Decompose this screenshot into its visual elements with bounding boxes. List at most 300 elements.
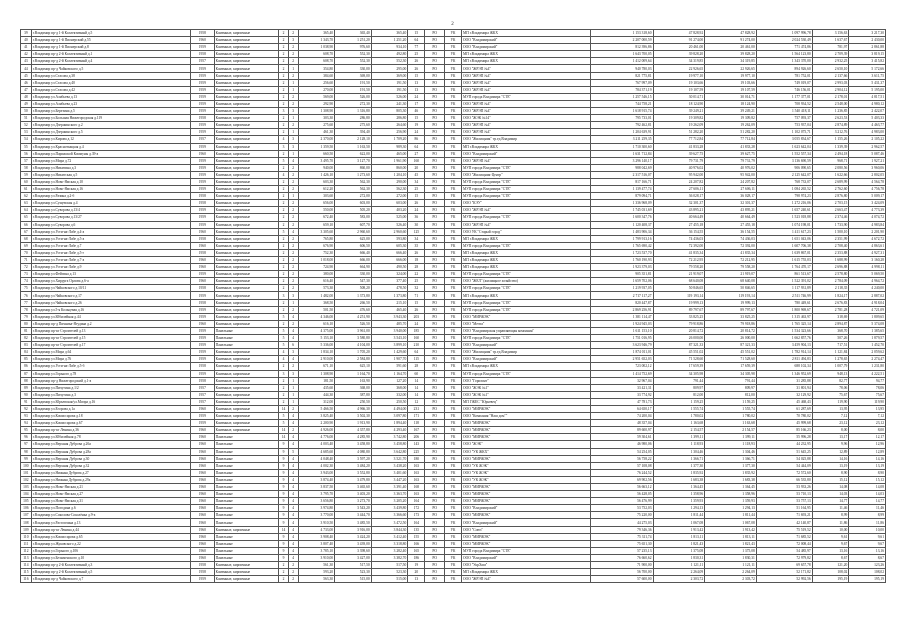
year-cell: 1959 <box>190 129 214 136</box>
owner-cost-cell: 71 685,52 <box>756 533 812 540</box>
table-row <box>21 342 886 349</box>
total-cost-cell: 1 874 011,01 <box>591 349 653 356</box>
row-number: 82 <box>21 335 32 342</box>
limit-cost-cell: 4 980,12 <box>849 100 886 107</box>
fund-cost-cell: 27 455,18 <box>653 221 705 228</box>
wall-material-cell: Каменные, кирпичные <box>214 207 279 214</box>
row-number: 50 <box>21 108 32 115</box>
fund-type-cell: РО <box>425 122 444 129</box>
residential-area-cell: 478,50 <box>371 285 408 292</box>
residential-area-cell: 485,70 <box>371 320 408 327</box>
wall-material-cell: Каменные, кирпичные <box>214 150 279 157</box>
unit-cost-cell: 1 637,67 <box>812 37 849 44</box>
floors-cell: 2 <box>279 100 289 107</box>
total-cost-cell: 74 200,04 <box>591 413 653 420</box>
row-number: 115 <box>21 569 32 576</box>
wall-material-cell: Каменные, кирпичные <box>214 264 279 271</box>
organization-cell: ООО "Жилищник-Центр" <box>462 171 591 178</box>
owner-cost-cell: 32 129,92 <box>756 391 812 398</box>
total-cost-cell: 1 923 379,03 <box>591 264 653 271</box>
entrances-cell: 2 <box>288 100 298 107</box>
organization-cell: ООО "Мечта" <box>462 320 591 327</box>
limit-cost-cell: 8,99 <box>849 512 886 519</box>
living-area-cell: 2 960,60 <box>335 228 372 235</box>
residential-area-cell: 492,80 <box>371 51 408 58</box>
fund-cost-cell: 72 212,95 <box>653 257 705 264</box>
management-type-cell: УК <box>444 327 461 334</box>
organization-cell: ООО "МИРЖЭК" <box>462 533 591 540</box>
unit-cost-cell: 1 007,79 <box>812 363 849 370</box>
owner-cost-cell: 45 999,68 <box>756 420 812 427</box>
row-number: 53 <box>21 129 32 136</box>
entrances-cell: 1 <box>288 79 298 86</box>
floors-cell: 2 <box>279 391 289 398</box>
owner-cost-cell: 51 645,25 <box>756 448 812 455</box>
total-cost-cell: 812 396,86 <box>591 44 653 51</box>
total-cost-cell: 988 042,69 <box>591 164 653 171</box>
entrances-cell: 3 <box>288 349 298 356</box>
entrances-cell: 4 <box>288 313 298 320</box>
unit-cost-cell: 13,17 <box>812 434 849 441</box>
floors-cell: 2 <box>279 86 289 93</box>
owner-cost-cell: 1 764 470,17 <box>756 264 812 271</box>
fund-cost-cell: 17 659,39 <box>653 363 705 370</box>
year-cell: 1958 <box>190 562 214 569</box>
floors-cell: 3 <box>279 143 289 150</box>
table-row <box>21 427 886 434</box>
fund-cost-cell: 91 274,00 <box>653 37 705 44</box>
residents-cell: 166 <box>408 540 425 547</box>
address-cell: г.Владимир ул.Усти-на-Лабе д.4-а <box>31 228 190 235</box>
owner-cost-cell: 780 449,61 <box>756 299 812 306</box>
row-number: 52 <box>21 122 32 129</box>
organization-cell: МП г.Владимира ЖКХ <box>462 257 591 264</box>
year-cell: 1959 <box>190 335 214 342</box>
residential-area-cell: 523,30 <box>371 569 408 576</box>
row-number: 72 <box>21 264 32 271</box>
year-cell: 1960 <box>190 540 214 547</box>
management-type-cell: УК <box>444 214 461 221</box>
address-cell: г.Владимир ул.Ново-Ямская д.16 <box>31 186 190 193</box>
living-area-cell: 3 484,20 <box>335 462 372 469</box>
address-cell: г.Владимир ул.Мира д.76 <box>31 356 190 363</box>
management-type-cell: УК <box>444 427 461 434</box>
limit-cost-cell: 5 087,46 <box>849 150 886 157</box>
entrances-cell: 1 <box>288 398 298 405</box>
living-area-cell: 666,40 <box>335 249 372 256</box>
table-row <box>21 313 886 320</box>
row-number: 77 <box>21 299 32 306</box>
entrances-cell: 4 <box>288 441 298 448</box>
table-row <box>21 476 886 483</box>
management-type-cell: УК <box>444 448 461 455</box>
living-area-cell: 505,20 <box>335 207 372 214</box>
entrances-cell: 2 <box>288 306 298 313</box>
living-area-cell: 562,30 <box>335 178 372 185</box>
unit-cost-cell: 2 904,12 <box>812 86 849 93</box>
subsidy-cost-cell: 19 977,10 <box>705 72 757 79</box>
residential-area-cell: 465,40 <box>371 306 408 313</box>
fund-type-cell: РО <box>425 228 444 235</box>
unit-cost-cell: 2 894,87 <box>812 320 849 327</box>
owner-cost-cell: 1 782 914,14 <box>756 349 812 356</box>
address-cell: г.Владимир пр-д Чайковского д.5 <box>31 65 190 72</box>
owner-cost-cell: 1 534 323,66 <box>756 327 812 334</box>
subsidy-cost-cell: 74 436,03 <box>705 235 757 242</box>
residents-cell: 163 <box>408 469 425 476</box>
subsidy-cost-cell: 87 321,33 <box>705 342 757 349</box>
address-cell: г.Владимир ул.Сущевская д.4 <box>31 200 190 207</box>
total-area-cell: 3 943,00 <box>298 469 335 476</box>
living-area-cell: 368,00 <box>335 384 372 391</box>
management-type-cell: УК <box>444 519 461 526</box>
total-area-cell: 765,80 <box>298 235 335 242</box>
entrances-cell: 2 <box>288 30 298 37</box>
year-cell: 1960 <box>190 278 214 285</box>
fund-type-cell: РО <box>425 100 444 107</box>
total-area-cell: 4 733,00 <box>298 526 335 533</box>
living-area-cell: 517,50 <box>335 562 372 569</box>
residential-area-cell: 332,00 <box>371 391 408 398</box>
total-cost-cell: 56 428,05 <box>591 491 653 498</box>
floors-cell: 5 <box>279 413 289 420</box>
organization-cell: ООО "ЖРЭП №4" <box>462 207 591 214</box>
management-type-cell: УК <box>444 349 461 356</box>
wall-material-cell: Каменные, кирпичные <box>214 129 279 136</box>
total-area-cell: 659,10 <box>298 221 335 228</box>
fund-type-cell: РО <box>425 540 444 547</box>
management-type-cell: УК <box>444 193 461 200</box>
owner-cost-cell: 1 564 123,80 <box>756 51 812 58</box>
organization-cell: ООО "МИРЖЭК" <box>462 484 591 491</box>
floors-cell: 5 <box>279 327 289 334</box>
organization-cell: ООО УК "Старый город" <box>462 228 591 235</box>
wall-material-cell: Каменные, кирпичные <box>214 405 279 412</box>
wall-material-cell: Каменные, кирпичные <box>214 391 279 398</box>
floors-cell: 3 <box>279 108 289 115</box>
owner-cost-cell: 1 540 418,11 <box>756 108 812 115</box>
owner-cost-cell: 53 757,13 <box>756 498 812 505</box>
entrances-cell: 2 <box>288 249 298 256</box>
row-number: 112 <box>21 547 32 554</box>
wall-material-cell: Каменные, кирпичные <box>214 398 279 405</box>
residential-area-cell: 1 373,80 <box>371 292 408 299</box>
wall-material-cell: Каменные, кирпичные <box>214 44 279 51</box>
unit-cost-cell: 2 137,66 <box>812 72 849 79</box>
management-type-cell: УК <box>444 30 461 37</box>
wall-material-cell: Панельные <box>214 505 279 512</box>
table-row <box>21 299 886 306</box>
residential-area-cell: 3 438,20 <box>371 462 408 469</box>
owner-cost-cell: 1 657 240,61 <box>756 207 812 214</box>
owner-cost-cell: 54 444,09 <box>756 462 812 469</box>
fund-type-cell: РО <box>425 434 444 441</box>
total-cost-cell: 44 275,03 <box>591 519 653 526</box>
residential-area-cell: 562,30 <box>371 186 408 193</box>
limit-cost-cell: 5 374,08 <box>849 320 886 327</box>
row-number: 71 <box>21 257 32 264</box>
residential-area-cell: 1 709,20 <box>371 136 408 143</box>
entrances-cell: 4 <box>288 462 298 469</box>
organization-cell: МУП города Владимира "СТЕ" <box>462 214 591 221</box>
limit-cost-cell: 108,02 <box>849 569 886 576</box>
total-cost-cell: 817 166,71 <box>591 178 653 185</box>
residential-area-cell: 1 429,60 <box>371 349 408 356</box>
year-cell: 1959 <box>190 370 214 377</box>
owner-cost-cell: 72 008,44 <box>756 540 812 547</box>
total-cost-cell: 56 476,99 <box>591 498 653 505</box>
limit-cost-cell: 2 059,62 <box>849 349 886 356</box>
table-row <box>21 30 886 37</box>
floors-cell: 3 <box>279 292 289 299</box>
residential-area-cell: 3 205,20 <box>371 498 408 505</box>
residents-cell: 164 <box>408 519 425 526</box>
floors-cell: 9 <box>279 498 289 505</box>
unit-cost-cell: 368,70 <box>812 327 849 334</box>
address-cell: г.Владимир пр-кт Ленина д.44 <box>31 526 190 533</box>
unit-cost-cell: 2 781,28 <box>812 306 849 313</box>
unit-cost-cell: 2 178,01 <box>812 93 849 100</box>
organization-cell: ООО "МИРЖЭК" <box>462 427 591 434</box>
management-type-cell: УК <box>444 299 461 306</box>
fund-type-cell: РО <box>425 335 444 342</box>
floors-cell: 2 <box>279 207 289 214</box>
fund-cost-cell: 1 683,38 <box>653 476 705 483</box>
wall-material-cell: Каменные, кирпичные <box>214 292 279 299</box>
unit-cost-cell: 2 876,80 <box>812 193 849 200</box>
total-cost-cell: 89 600,97 <box>591 427 653 434</box>
entrances-cell: 2 <box>288 257 298 264</box>
unit-cost-cell: 2 676,83 <box>812 299 849 306</box>
entrances-cell: 2 <box>288 164 298 171</box>
fund-type-cell: РО <box>425 562 444 569</box>
total-cost-cell: 1 799 913,16 <box>591 235 653 242</box>
management-type-cell: УК <box>444 292 461 299</box>
entrances-cell: 2 <box>288 242 298 249</box>
floors-cell: 5 <box>279 420 289 427</box>
unit-cost-cell: 14,08 <box>812 484 849 491</box>
living-area-cell: 1 316,80 <box>335 108 372 115</box>
year-cell: 1959 <box>190 413 214 420</box>
residents-cell: 64 <box>408 143 425 150</box>
limit-cost-cell: 2 861,88 <box>849 44 886 51</box>
residential-area-cell: 3 282,40 <box>371 547 408 554</box>
limit-cost-cell: 14,16 <box>849 455 886 462</box>
living-area-cell: 3 273,70 <box>335 498 372 505</box>
organization-cell: ООО "Владимирский" <box>462 37 591 44</box>
fund-type-cell: РО <box>425 249 444 256</box>
fund-type-cell: РО <box>425 193 444 200</box>
residents-cell: 25 <box>408 278 425 285</box>
year-cell: 1960 <box>190 498 214 505</box>
owner-cost-cell: 3 459 904,13 <box>756 342 812 349</box>
total-cost-cell: 1 381 114,47 <box>591 313 653 320</box>
subsidy-cost-cell: 47 828,92 <box>705 30 757 37</box>
floors-cell: 2 <box>279 271 289 278</box>
total-cost-cell: 2 717 117,27 <box>591 292 653 299</box>
floors-cell: 2 <box>279 264 289 271</box>
subsidy-cost-cell: 39 627,75 <box>705 150 757 157</box>
floors-cell: 14 <box>279 427 289 434</box>
limit-cost-cell: 4 927,31 <box>849 249 886 256</box>
year-cell: 1959 <box>190 65 214 72</box>
entrances-cell: 4 <box>288 157 298 164</box>
living-area-cell: 2 128,10 <box>335 136 372 143</box>
row-number: 54 <box>21 136 32 143</box>
owner-cost-cell: 61 287,69 <box>756 405 812 412</box>
total-cost-cell: 2 317 516,07 <box>591 171 653 178</box>
table-row <box>21 526 886 533</box>
fund-cost-cell: 1 821,43 <box>653 540 705 547</box>
row-number: 99 <box>21 455 32 462</box>
total-cost-cell: 3 296 140,17 <box>591 157 653 164</box>
wall-material-cell: Каменные, кирпичные <box>214 214 279 221</box>
limit-cost-cell: 1 879,57 <box>849 335 886 342</box>
total-area-cell: 3 770,00 <box>298 512 335 519</box>
subsidy-cost-cell: 2 264,09 <box>705 569 757 576</box>
wall-material-cell: Каменные, кирпичные <box>214 271 279 278</box>
limit-cost-cell: 8,67 <box>849 554 886 561</box>
living-area-cell: 860,00 <box>335 164 372 171</box>
subsidy-cost-cell: 26 000,00 <box>705 335 757 342</box>
total-cost-cell: 905 351,81 <box>591 271 653 278</box>
management-type-cell: УК <box>444 285 461 292</box>
year-cell: 1960 <box>190 257 214 264</box>
residential-area-cell: 3 543,10 <box>371 335 408 342</box>
living-area-cell: 286,80 <box>335 115 372 122</box>
residents-cell: 26 <box>408 58 425 65</box>
wall-material-cell: Каменные, кирпичные <box>214 108 279 115</box>
residential-area-cell: 368,00 <box>371 384 408 391</box>
fund-cost-cell: 1 067,08 <box>653 519 705 526</box>
row-number: 86 <box>21 363 32 370</box>
floors-cell: 2 <box>279 576 289 583</box>
living-area-cell: 603,00 <box>335 200 372 207</box>
organization-cell: МУП города Владимира "СТЕ" <box>462 547 591 554</box>
living-area-cell: 523,30 <box>335 569 372 576</box>
limit-cost-cell: 1 385,65 <box>849 327 886 334</box>
fund-cost-cell: 21 919,07 <box>653 271 705 278</box>
table-row <box>21 562 886 569</box>
floors-cell: 2 <box>279 320 289 327</box>
residents-cell: 180 <box>408 455 425 462</box>
subsidy-cost-cell: 41 835,34 <box>705 249 757 256</box>
year-cell: 1960 <box>190 533 214 540</box>
organization-cell: ООО "УкрХим" <box>462 562 591 569</box>
residential-area-cell: 286,80 <box>371 115 408 122</box>
fund-type-cell: РО <box>425 65 444 72</box>
limit-cost-cell: 5 172,66 <box>849 65 886 72</box>
address-cell: г.Владимир ул.Парижской Коммуны д.39-а <box>31 150 190 157</box>
address-cell: г.Владимир ул.Ново-Ямская д.27 <box>31 491 190 498</box>
residential-area-cell: 250,50 <box>371 398 408 405</box>
table-row <box>21 164 886 171</box>
total-cost-cell: 79 346,36 <box>591 526 653 533</box>
year-cell: 1960 <box>190 264 214 271</box>
owner-cost-cell: 1 074 198,01 <box>756 221 812 228</box>
entrances-cell: 2 <box>288 320 298 327</box>
residents-cell: 13 <box>408 86 425 93</box>
residential-area-cell: 3 439,80 <box>371 505 408 512</box>
floors-cell: 4 <box>279 171 289 178</box>
wall-material-cell: Каменные, кирпичные <box>214 242 279 249</box>
owner-cost-cell: 72 572,60 <box>756 469 812 476</box>
floors-cell: 2 <box>279 299 289 306</box>
wall-material-cell: Каменные, кирпичные <box>214 257 279 264</box>
unit-cost-cell: 119,90 <box>812 398 849 405</box>
living-area-cell: 191,50 <box>335 79 372 86</box>
fund-type-cell: РО <box>425 157 444 164</box>
address-cell: г.Владимир ул.Комиссарова д.65 <box>31 533 190 540</box>
subsidy-cost-cell: 1 121,11 <box>705 562 757 569</box>
living-area-cell: 4 285,90 <box>335 434 372 441</box>
limit-cost-cell: 3 611,75 <box>849 72 886 79</box>
management-type-cell: УК <box>444 554 461 561</box>
management-type-cell: УК <box>444 455 461 462</box>
address-cell: г.Владимир ул.Юбилейная д.78 <box>31 434 190 441</box>
organization-cell: МП г.Владимира ЖКХ <box>462 264 591 271</box>
residential-area-cell: 934,10 <box>371 44 408 51</box>
entrances-cell: 1 <box>288 299 298 306</box>
floors-cell: 2 <box>279 562 289 569</box>
residents-cell: 19 <box>408 562 425 569</box>
limit-cost-cell: 2 430,00 <box>849 37 886 44</box>
fund-cost-cell: 77 712,84 <box>653 136 705 143</box>
floors-cell: 2 <box>279 51 289 58</box>
unit-cost-cell: 9,96 <box>812 441 849 448</box>
total-area-cell: 3 807,40 <box>298 540 335 547</box>
fund-cost-cell: 34 305,98 <box>653 370 705 377</box>
limit-cost-cell: 4 964,72 <box>849 278 886 285</box>
living-area-cell: 3 479,80 <box>335 476 372 483</box>
floors-cell: 2 <box>279 249 289 256</box>
unit-cost-cell: 968,71 <box>812 157 849 164</box>
owner-cost-cell: 45 468,43 <box>756 398 812 405</box>
total-cost-cell: 48 357,04 <box>591 420 653 427</box>
unit-cost-cell: 82,77 <box>812 377 849 384</box>
floors-cell: 3 <box>279 370 289 377</box>
table-row <box>21 533 886 540</box>
total-area-cell: 616,40 <box>298 278 335 285</box>
residential-area-cell: 3 943,30 <box>371 313 408 320</box>
fund-type-cell: РО <box>425 427 444 434</box>
subsidy-cost-cell: 18 124,90 <box>705 100 757 107</box>
residents-cell: 64 <box>408 37 425 44</box>
fund-cost-cell: 1 364,45 <box>653 484 705 491</box>
row-number: 108 <box>21 519 32 526</box>
fund-cost-cell: 36 154,55 <box>653 228 705 235</box>
fund-cost-cell: 19 262,09 <box>653 122 705 129</box>
row-number: 109 <box>21 526 32 533</box>
residential-area-cell: 3 391,40 <box>371 484 408 491</box>
total-cost-cell: 64 650,17 <box>591 405 653 412</box>
table-row <box>21 554 886 561</box>
organization-cell: ООО "Владимирская управляющая компания" <box>462 327 591 334</box>
year-cell: 1958 <box>190 235 214 242</box>
year-cell: 1960 <box>190 320 214 327</box>
living-area-cell: 526,50 <box>335 320 372 327</box>
fund-type-cell: РО <box>425 484 444 491</box>
total-cost-cell: 1 751 016,95 <box>591 335 653 342</box>
fund-cost-cell: 45 551,02 <box>653 349 705 356</box>
living-area-cell: 552,30 <box>335 51 372 58</box>
management-type-cell: УК <box>444 526 461 533</box>
owner-cost-cell: 1 411 617,23 <box>756 228 812 235</box>
living-area-cell: 266,50 <box>335 299 372 306</box>
residents-cell: 173 <box>408 512 425 519</box>
floors-cell: 14 <box>279 526 289 533</box>
residents-cell: 164 <box>408 498 425 505</box>
